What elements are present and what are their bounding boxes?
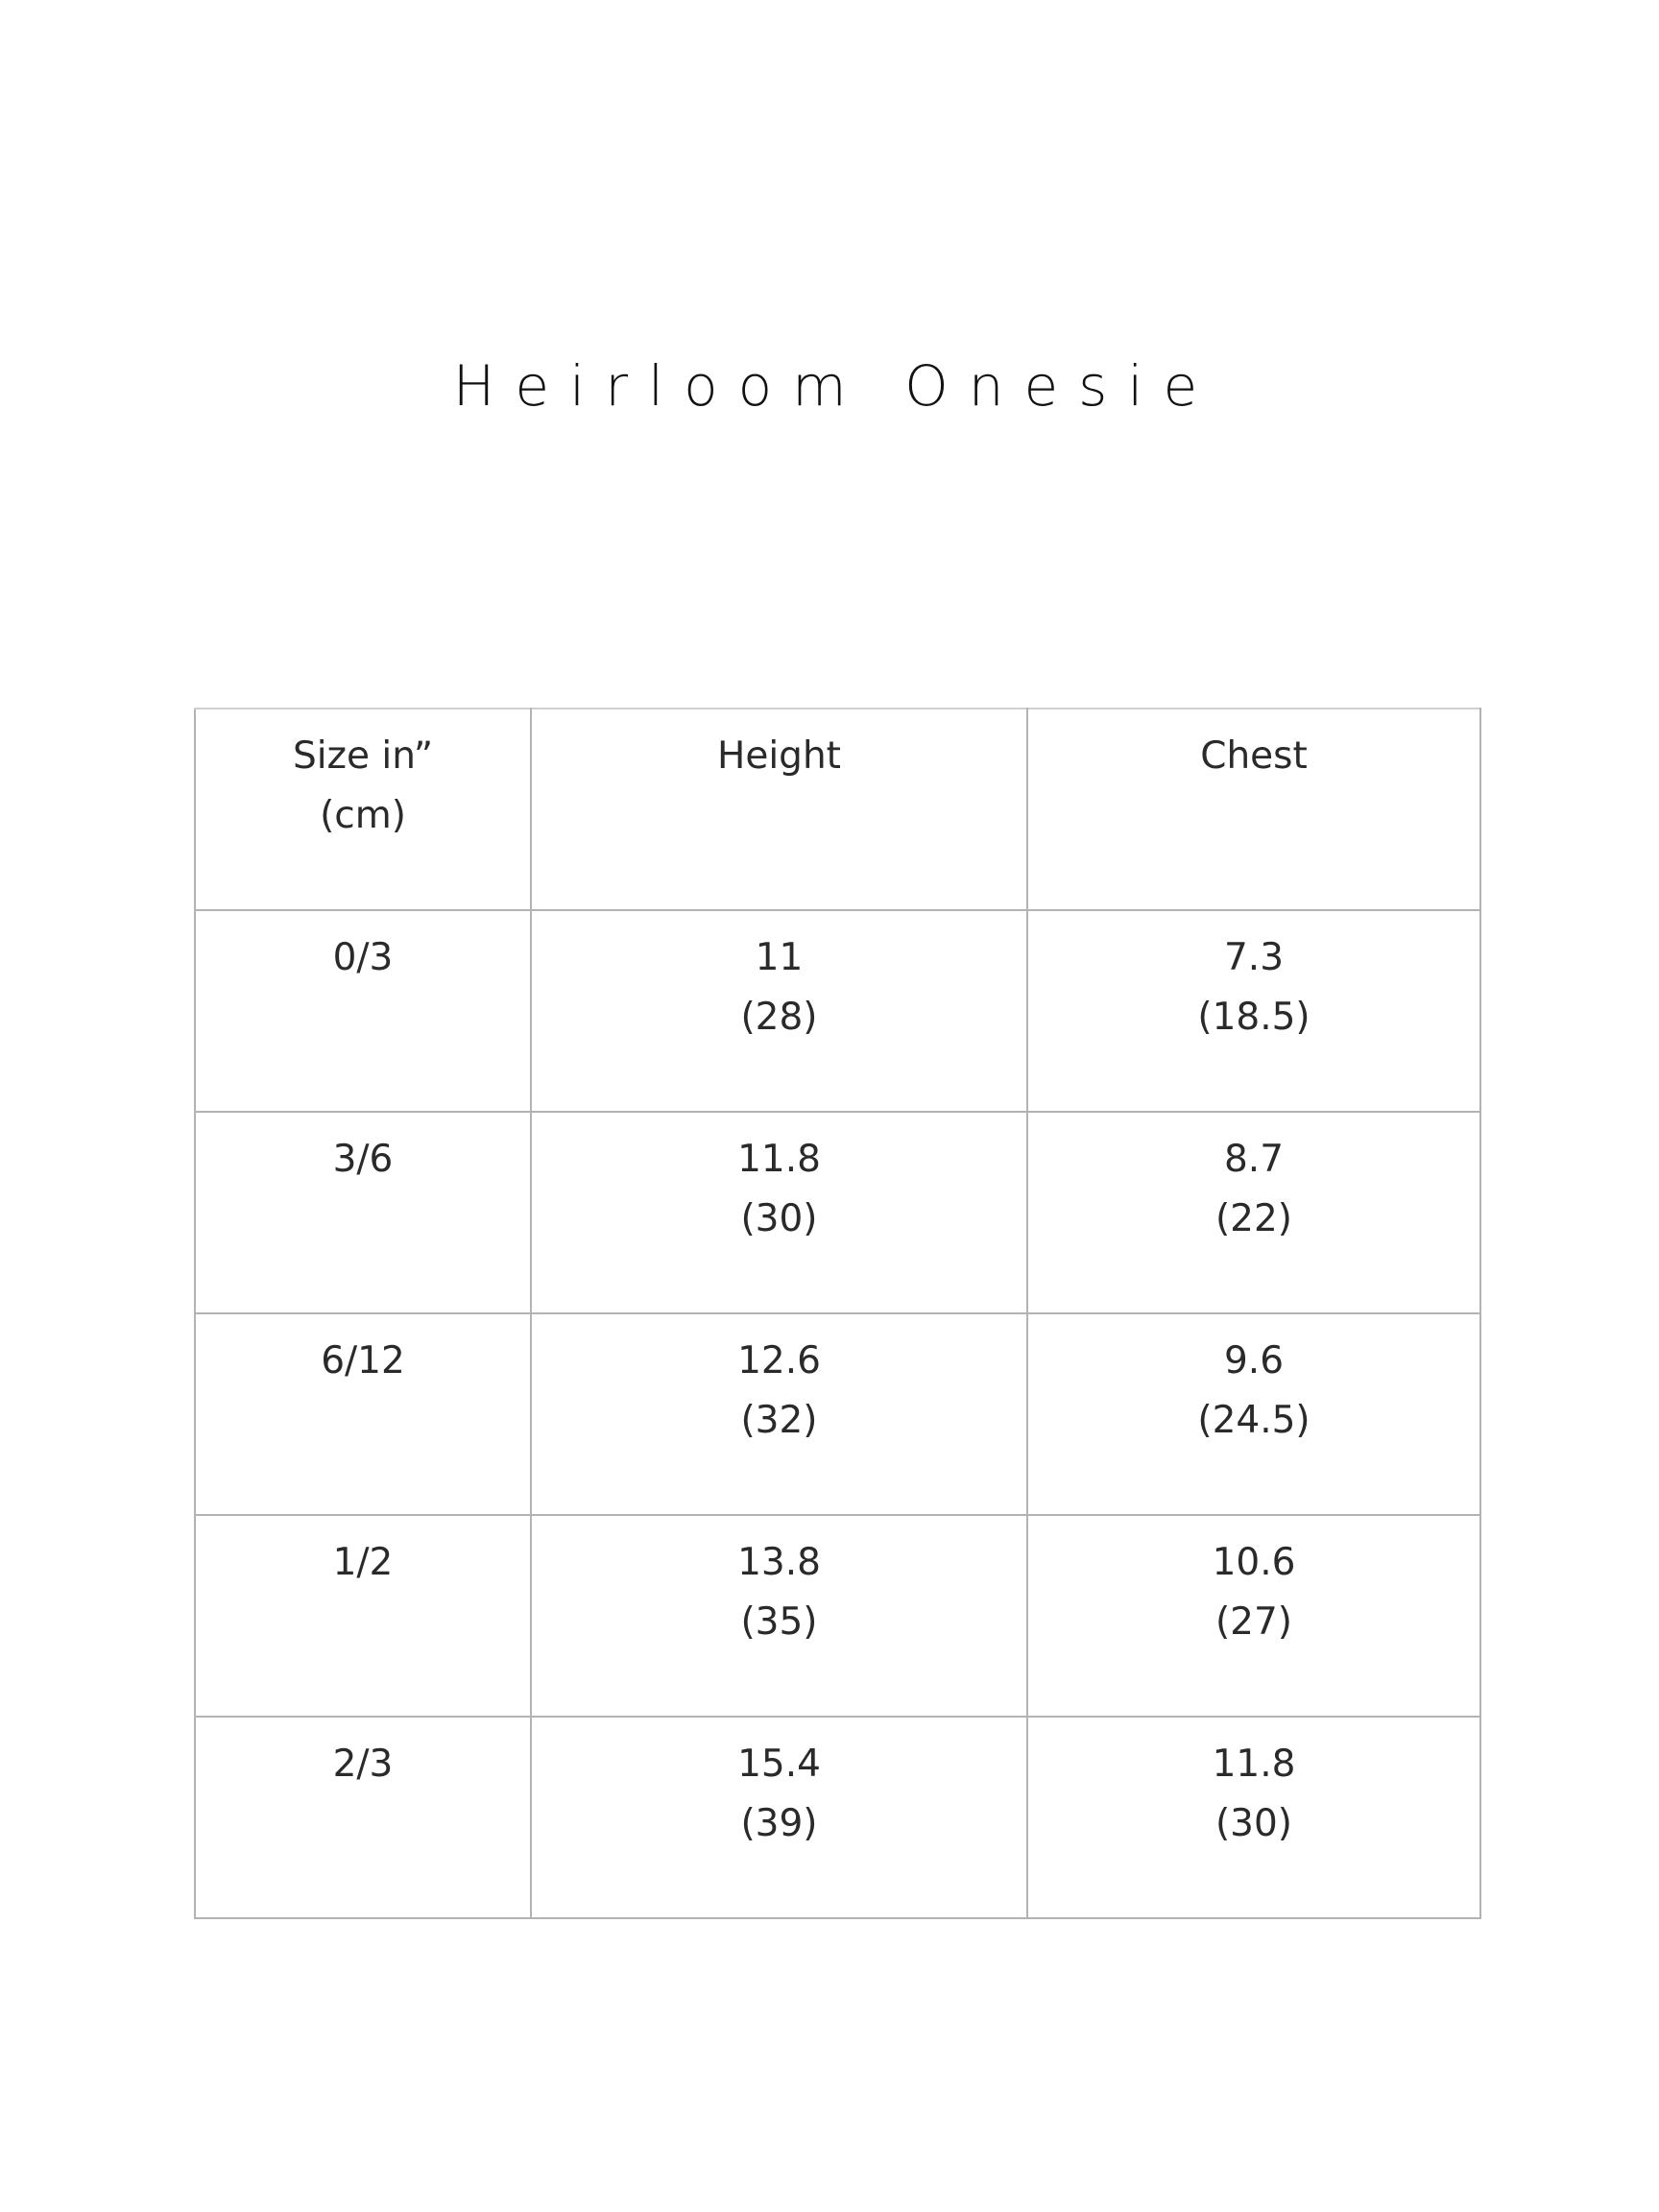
chest-cell	[1027, 910, 1480, 1112]
height-cm: (39)	[740, 1802, 818, 1845]
height-inches: 11	[755, 936, 804, 979]
chest-inches: 11.8	[1212, 1743, 1296, 1786]
size-cell	[195, 1112, 531, 1313]
chest-inches: 8.7	[1223, 1138, 1285, 1181]
table-row	[195, 1717, 1480, 1918]
height-inches: 15.4	[737, 1743, 821, 1786]
height-cell	[531, 1112, 1027, 1313]
chest-cm: (24.5)	[1197, 1399, 1310, 1442]
header-size-label: Size in”	[292, 734, 434, 778]
height-inches: 11.8	[737, 1138, 821, 1181]
chest-cell	[1027, 1112, 1480, 1313]
table-row	[195, 1112, 1480, 1313]
size-cell	[195, 1717, 531, 1918]
chest-cm: (22)	[1214, 1197, 1293, 1240]
height-cm: (35)	[740, 1600, 818, 1644]
chest-inches: 10.6	[1212, 1541, 1296, 1584]
height-cell	[531, 1515, 1027, 1717]
header-size	[195, 709, 531, 910]
header-height	[531, 709, 1027, 910]
table-row	[195, 910, 1480, 1112]
height-cm: (28)	[740, 996, 818, 1039]
height-cm: (32)	[740, 1399, 818, 1442]
size-value: 6/12	[321, 1339, 405, 1382]
chest-cell	[1027, 1515, 1480, 1717]
page-title: Heirloom Onesie	[452, 353, 1218, 419]
size-cell	[195, 1515, 531, 1717]
header-size-unit: (cm)	[320, 794, 406, 837]
table-header-row	[195, 709, 1480, 910]
size-value: 0/3	[332, 936, 394, 979]
height-cell	[531, 1717, 1027, 1918]
chest-cm: (30)	[1214, 1802, 1293, 1845]
height-cell	[531, 1313, 1027, 1515]
chest-cm: (27)	[1214, 1600, 1293, 1644]
chest-inches: 9.6	[1223, 1339, 1285, 1382]
size-cell	[195, 910, 531, 1112]
size-cell	[195, 1313, 531, 1515]
height-inches: 13.8	[737, 1541, 821, 1584]
chest-cm: (18.5)	[1197, 996, 1310, 1039]
header-chest-label: Chest	[1200, 734, 1308, 778]
table-row	[195, 1313, 1480, 1515]
height-inches: 12.6	[737, 1339, 821, 1382]
header-chest	[1027, 709, 1480, 910]
size-chart-table	[194, 708, 1481, 1919]
height-cell	[531, 910, 1027, 1112]
chest-cell	[1027, 1717, 1480, 1918]
size-value: 2/3	[332, 1743, 394, 1786]
table-row	[195, 1515, 1480, 1717]
height-cm: (30)	[740, 1197, 818, 1240]
chest-inches: 7.3	[1223, 936, 1285, 979]
size-value: 1/2	[332, 1541, 394, 1584]
size-value: 3/6	[332, 1138, 394, 1181]
chest-cell	[1027, 1313, 1480, 1515]
header-height-label: Height	[717, 734, 841, 778]
